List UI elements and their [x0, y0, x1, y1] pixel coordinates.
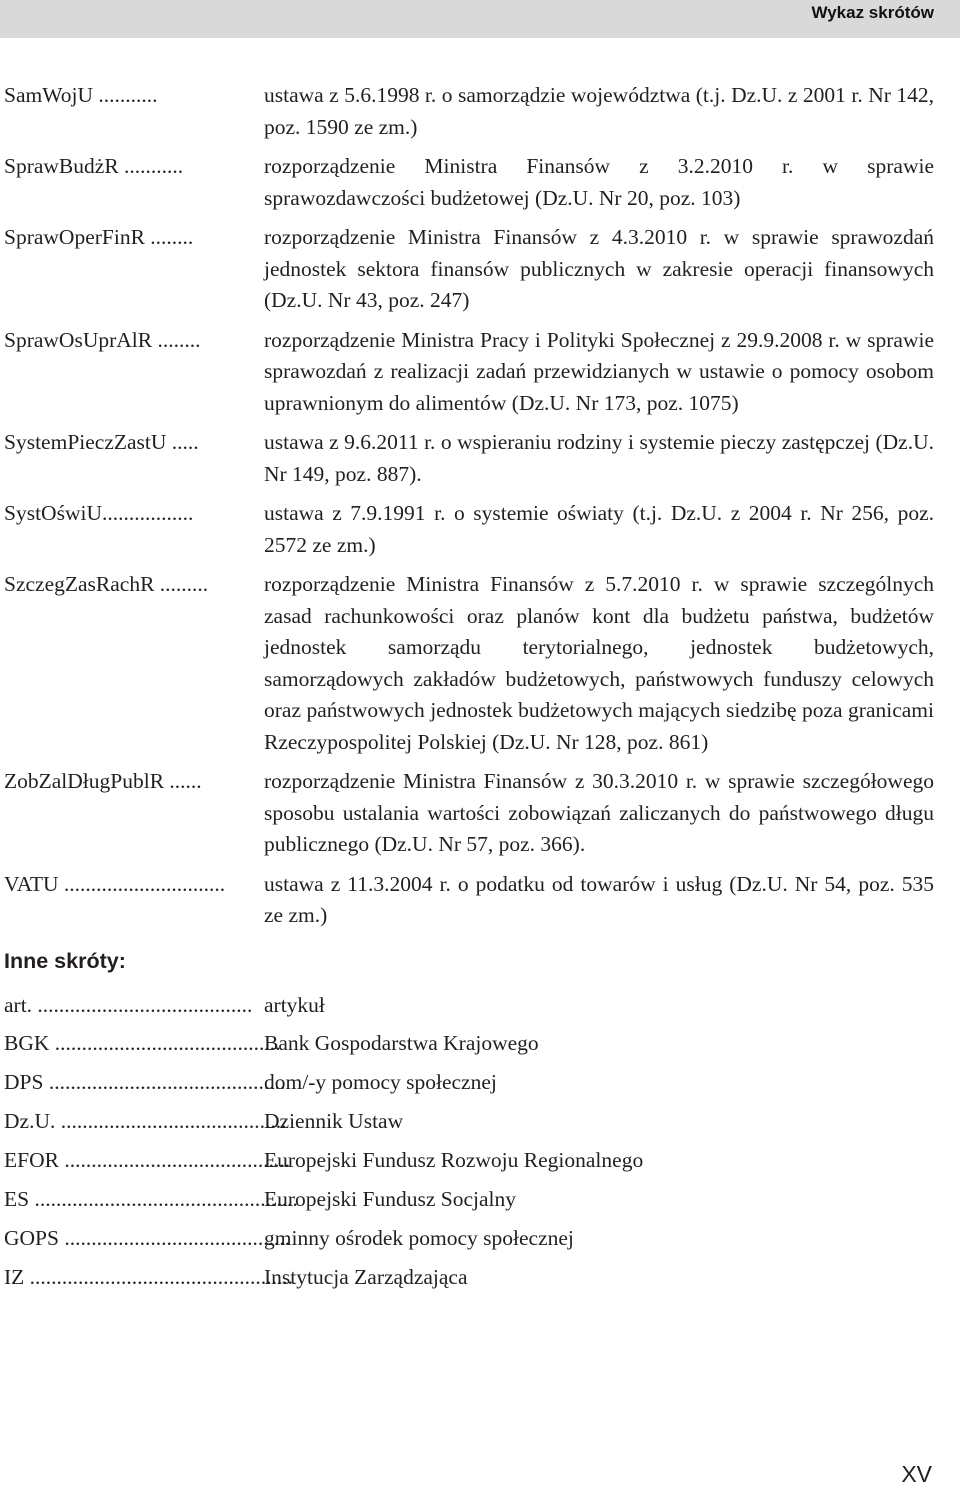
abbreviation-definition: ustawa z 11.3.2004 r. o podatku od towarów i usług (Dz.U. Nr 54, poz. 535 ze zm.): [264, 871, 934, 927]
abbreviation-definition: ustawa z 9.6.2011 r. o wspieraniu rodziny i systemie pieczy zastępczej (Dz.U. Nr 149, poz. 887).: [264, 430, 934, 486]
abbreviation-term: SzczegZasRachR .........: [4, 572, 209, 596]
abbreviation-entry: [4, 427, 934, 490]
abbreviation-term: ES .................................................: [4, 1186, 298, 1211]
running-header-title: Wykaz skrótów: [811, 3, 934, 22]
abbreviation-definition: Europejski Fundusz Socjalny: [264, 1186, 517, 1211]
abbreviation-definition: dom/-y pomocy społecznej: [264, 1070, 497, 1095]
abbreviation-definition: gminny ośrodek pomocy społecznej: [264, 1225, 574, 1250]
abbreviation-entry: [4, 80, 934, 143]
abbreviation-term: DPS ............................................: [4, 1070, 286, 1095]
abbreviation-entry: [4, 569, 934, 758]
other-abbreviation-list: [4, 990, 934, 1294]
abbreviation-term: GOPS ..........................................: [4, 1225, 291, 1250]
abbreviation-term: SamWojU ...........: [4, 83, 158, 107]
abbreviation-definition: ustawa z 5.6.1998 r. o samorządzie województwa (t.j. Dz.U. z 2001 r. Nr 142, poz. 1590 ze zm.): [264, 83, 934, 139]
abbreviation-entry: [4, 1106, 934, 1138]
abbreviation-entry: [4, 766, 934, 861]
section-title-other-abbreviations: Inne skróty:: [4, 948, 126, 973]
abbreviation-entry: [4, 1145, 934, 1177]
abbreviation-entry: [4, 869, 934, 932]
abbreviation-definition: rozporządzenie Ministra Pracy i Polityki Społecznej z 29.9.2008 r. w sprawie sprawozdań z realizacji zadań przewidzianych w ustawie o pomocy osobom uprawnionym do alimentów (Dz.U. Nr 173, poz. 1075): [264, 327, 934, 415]
abbreviation-term: SprawOperFinR ........: [4, 225, 194, 249]
abbreviation-definition: rozporządzenie Ministra Finansów z 4.3.2010 r. w sprawie sprawozdań jednostek sektora finansów publicznych w zakresie operacji finansowych (Dz.U. Nr 43, poz. 247): [264, 225, 934, 312]
abbreviation-term: BGK ..........................................: [4, 1031, 281, 1056]
abbreviation-term: VATU ..............................: [4, 871, 226, 896]
abbreviation-term: IZ .................................................: [4, 1264, 294, 1289]
abbreviation-definition: rozporządzenie Ministra Finansów z 3.2.2010 r. w sprawie sprawozdawczości budżetowej (Dz.U. Nr 20, poz. 103): [264, 154, 934, 210]
abbreviation-entry: [4, 1028, 934, 1060]
abbreviation-definition: rozporządzenie Ministra Finansów z 30.3.2010 r. w sprawie szczegółowego sposobu ustalania wartości zobowiązań zaliczanych do państwowego długu publicznego (Dz.U. Nr 57, poz. 366).: [264, 769, 934, 856]
abbreviation-term: ZobZalDługPublR ......: [4, 769, 202, 793]
abbreviation-definition: rozporządzenie Ministra Finansów z 5.7.2010 r. w sprawie szczególnych zasad rachunkowości oraz planów kont dla budżetu państwa, budżetów jednostek samorządu terytorialnego, jednostek budżetowych, samorządowych zakładów budżetowych, państwowych funduszy celowych oraz państwowych jednostek budżetowych mających siedzibę poza granicami Rzeczypospolitej Polskiej (Dz.U. Nr 128, poz. 861): [264, 572, 934, 754]
abbreviation-entry: [4, 1223, 934, 1255]
abbreviation-term: Dz.U. ..........................................: [4, 1109, 287, 1134]
abbreviation-entry: [4, 498, 934, 561]
abbreviation-term: SprawBudżR ...........: [4, 154, 184, 178]
abbreviation-definition: Instytucja Zarządzająca: [264, 1264, 468, 1289]
abbreviation-definition: Bank Gospodarstwa Krajowego: [264, 1031, 539, 1056]
abbreviation-term: SprawOsUprAlR ........: [4, 327, 201, 352]
abbreviation-definition: Europejski Fundusz Rozwoju Regionalnego: [264, 1148, 644, 1173]
abbreviation-definition: Dziennik Ustaw: [264, 1109, 404, 1134]
abbreviation-entry: [4, 325, 934, 420]
abbreviation-list: [4, 80, 934, 1301]
abbreviation-entry: [4, 151, 934, 214]
page-number: XV: [901, 1461, 932, 1487]
abbreviation-term: SystOświU.................: [4, 501, 194, 525]
abbreviation-entry: [4, 1184, 934, 1216]
abbreviation-entry: [4, 1262, 934, 1294]
abbreviation-entry: [4, 1067, 934, 1099]
abbreviation-definition: ustawa z 7.9.1991 r. o systemie oświaty (t.j. Dz.U. z 2004 r. Nr 256, poz. 2572 ze zm.): [264, 501, 934, 557]
header-bar: [0, 0, 960, 38]
abbreviation-term: EFOR ..........................................: [4, 1148, 291, 1173]
abbreviation-term: art. ........................................: [4, 992, 253, 1017]
abbreviation-definition: artykuł: [264, 992, 325, 1017]
abbreviation-term: SystemPieczZastU .....: [4, 430, 199, 454]
abbreviation-entry: [4, 222, 934, 317]
abbreviation-entry: [4, 990, 934, 1022]
